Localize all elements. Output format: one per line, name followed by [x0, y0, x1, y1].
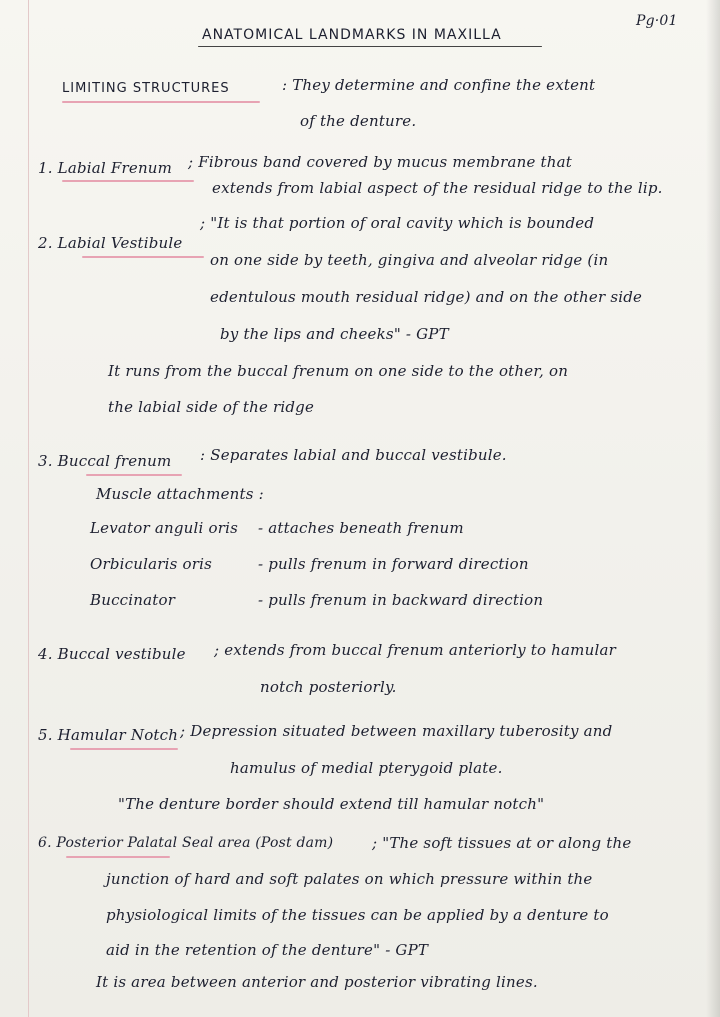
item-1-underline	[62, 180, 194, 182]
muscle-action: - pulls frenum in backward direction	[258, 591, 544, 609]
muscle-name: Buccinator	[90, 591, 176, 609]
intro-line-2: of the denture.	[300, 112, 417, 130]
item-2-line-5: It runs from the buccal frenum on one side to the other, on	[108, 362, 569, 380]
muscle-name: Orbicularis oris	[90, 555, 212, 573]
item-3-line-2: Muscle attachments :	[96, 485, 264, 503]
page-edge-shadow	[706, 0, 720, 1017]
item-2-line-4: by the lips and cheeks" - GPT	[220, 325, 449, 343]
item-3-line-1: : Separates labial and buccal vestibule.	[200, 446, 507, 464]
item-2-underline	[82, 256, 204, 258]
item-2-line-6: the labial side of the ridge	[108, 398, 315, 416]
item-5-underline	[70, 748, 178, 750]
muscle-action: - pulls frenum in forward direction	[258, 555, 529, 573]
margin-line	[28, 0, 29, 1017]
item-1-term: 1. Labial Frenum	[38, 159, 173, 177]
item-5-quote: "The denture border should extend till hamular notch"	[118, 795, 545, 813]
item-5-line-2: hamulus of medial pterygoid plate.	[230, 759, 503, 777]
item-6-underline	[66, 856, 170, 858]
title-underline	[198, 46, 542, 47]
muscle-name: Levator anguli oris	[90, 519, 238, 537]
section-heading-underline	[62, 101, 260, 103]
item-5-term: 5. Hamular Notch	[38, 726, 179, 744]
item-2-term: 2. Labial Vestibule	[38, 234, 183, 252]
item-6-line-5: It is area between anterior and posterior vibrating lines.	[96, 973, 538, 991]
item-3-underline	[86, 474, 182, 476]
section-heading: LIMITING STRUCTURES	[62, 81, 230, 96]
item-3-term: 3. Buccal frenum	[38, 452, 172, 470]
item-6-term: 6. Posterior Palatal Seal area (Post dam)	[38, 835, 334, 851]
item-1-line-1: ; Fibrous band covered by mucus membrane that	[188, 153, 572, 171]
item-4-line-2: notch posteriorly.	[260, 678, 397, 696]
item-4-term: 4. Buccal vestibule	[38, 645, 186, 663]
item-2-line-2: on one side by teeth, gingiva and alveolar ridge (in	[210, 251, 609, 269]
item-6-line-2: junction of hard and soft palates on which pressure within the	[106, 870, 593, 888]
page-number: Pg·01	[636, 13, 678, 29]
item-2-line-1: ; "It is that portion of oral cavity which is bounded	[200, 214, 595, 232]
intro-line-1: : They determine and confine the extent	[282, 76, 596, 94]
item-6-line-3: physiological limits of the tissues can be applied by a denture to	[106, 906, 609, 924]
page-title: ANATOMICAL LANDMARKS IN MAXILLA	[202, 27, 502, 43]
item-6-line-1: ; "The soft tissues at or along the	[372, 834, 632, 852]
item-2-line-3: edentulous mouth residual ridge) and on the other side	[210, 288, 643, 306]
item-5-line-1: ; Depression situated between maxillary tuberosity and	[180, 722, 613, 740]
muscle-action: - attaches beneath frenum	[258, 519, 464, 537]
item-6-line-4: aid in the retention of the denture" - GPT	[106, 941, 429, 959]
item-1-line-2: extends from labial aspect of the residual ridge to the lip.	[212, 179, 663, 197]
item-4-line-1: ; extends from buccal frenum anteriorly to hamular	[214, 641, 616, 659]
